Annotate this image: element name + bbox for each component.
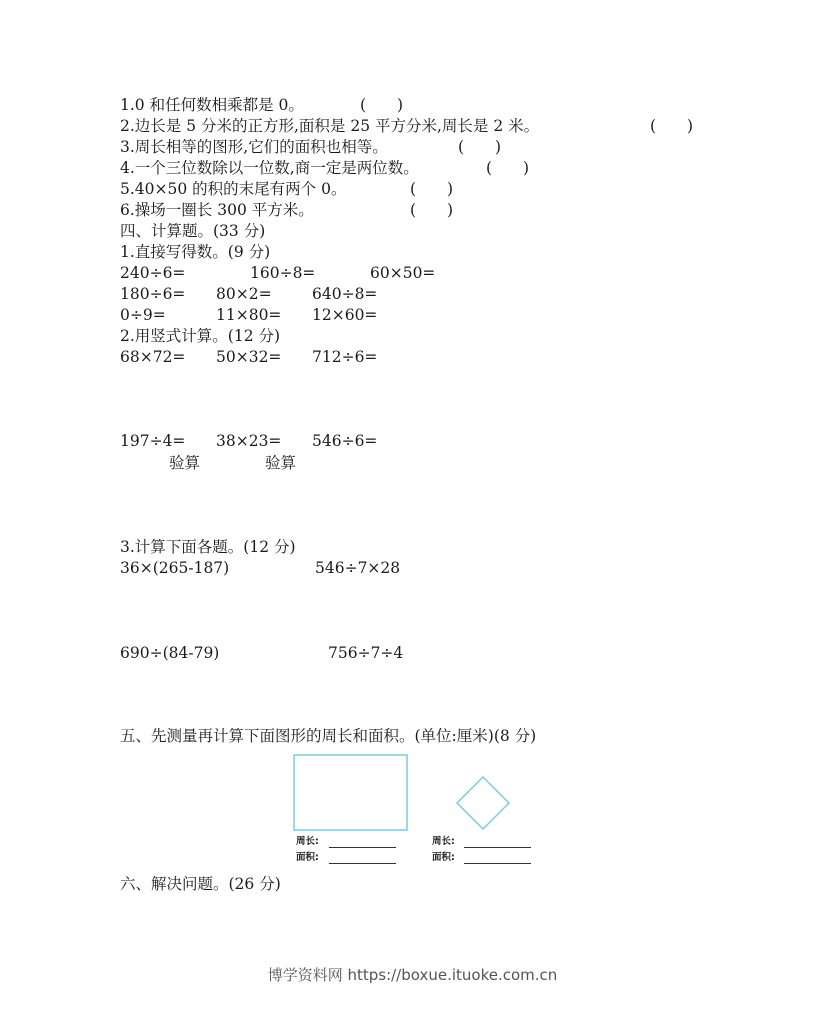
square-area-blank[interactable]	[464, 863, 531, 864]
section-5-title: 五、先测量再计算下面图形的周长和面积。(单位:厘米)(8 分)	[120, 727, 537, 745]
oral-problem: 80×2=	[216, 285, 272, 303]
judge-answer-6[interactable]: ( )	[410, 201, 454, 219]
square-perimeter-label: 周长:	[432, 836, 455, 847]
rect-perimeter-label: 周长:	[296, 836, 319, 847]
judge-item-5: 5.40×50 的积的末尾有两个 0。	[120, 180, 347, 198]
oral-problem: 12×60=	[312, 306, 378, 324]
vertical-problem: 546÷6=	[312, 432, 378, 450]
oral-problem: 240÷6=	[120, 264, 186, 282]
judge-answer-5[interactable]: ( )	[410, 180, 454, 198]
oral-problem: 180÷6=	[120, 285, 186, 303]
vertical-problem: 712÷6=	[312, 348, 378, 366]
measure-figures	[0, 750, 825, 860]
judge-item-3: 3.周长相等的图形,它们的面积也相等。	[120, 138, 388, 156]
oral-problem: 60×50=	[370, 264, 436, 282]
oral-problem: 0÷9=	[120, 306, 166, 324]
judge-answer-3[interactable]: ( )	[458, 138, 502, 156]
mixed-problem: 36×(265-187)	[120, 559, 230, 577]
check-label: 验算	[169, 454, 201, 472]
judge-item-1: 1.0 和任何数相乘都是 0。	[120, 96, 304, 114]
vertical-problem: 38×23=	[216, 432, 282, 450]
part-1-title: 1.直接写得数。(9 分)	[120, 243, 271, 261]
square-shape	[457, 777, 509, 829]
rectangle-shape	[294, 755, 407, 830]
oral-problem: 640÷8=	[312, 285, 378, 303]
judge-item-4: 4.一个三位数除以一位数,商一定是两位数。	[120, 159, 419, 177]
section-6-title: 六、解决问题。(26 分)	[120, 875, 281, 893]
judge-answer-2[interactable]: ( )	[650, 117, 694, 135]
check-label: 验算	[265, 454, 297, 472]
mixed-problem: 546÷7×28	[315, 559, 401, 577]
oral-problem: 160÷8=	[250, 264, 316, 282]
vertical-problem: 68×72=	[120, 348, 186, 366]
judge-item-6: 6.操场一圈长 300 平方米。	[120, 201, 314, 219]
footer-watermark: 博学资料网 https://boxue.ituoke.com.cn	[267, 966, 558, 984]
section-4-title: 四、计算题。(33 分)	[120, 222, 266, 240]
part-2-title: 2.用竖式计算。(12 分)	[120, 327, 281, 345]
oral-problem: 11×80=	[216, 306, 282, 324]
judge-answer-4[interactable]: ( )	[486, 159, 530, 177]
rect-area-label: 面积:	[296, 852, 319, 863]
square-perimeter-blank[interactable]	[464, 847, 531, 848]
mixed-problem: 756÷7÷4	[328, 644, 404, 662]
part-3-title: 3.计算下面各题。(12 分)	[120, 538, 296, 556]
mixed-problem: 690÷(84-79)	[120, 644, 220, 662]
judge-item-2: 2.边长是 5 分米的正方形,面积是 25 平方分米,周长是 2 米。	[120, 117, 540, 135]
rect-perimeter-blank[interactable]	[329, 847, 396, 848]
rect-area-blank[interactable]	[329, 863, 396, 864]
vertical-problem: 197÷4=	[120, 432, 186, 450]
vertical-problem: 50×32=	[216, 348, 282, 366]
square-area-label: 面积:	[432, 852, 455, 863]
judge-answer-1[interactable]: ( )	[360, 96, 404, 114]
